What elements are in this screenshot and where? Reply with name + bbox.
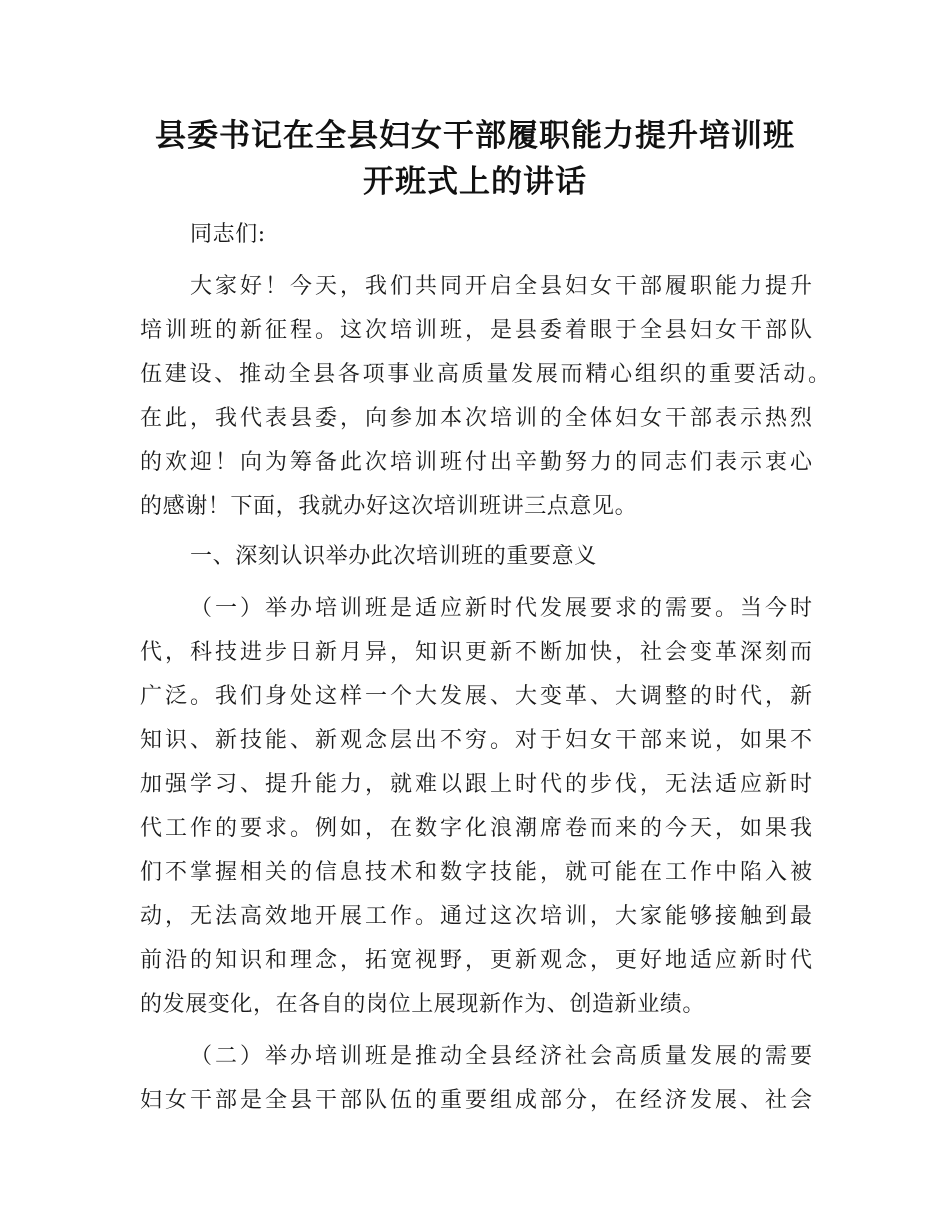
paragraph-line: 的欢迎！向为筹备此次培训班付出辛勤努力的同志们表示衷心 xyxy=(140,450,812,475)
speech-title-line-1: 县委书记在全县妇女干部履职能力提升培训班 xyxy=(155,118,795,154)
salutation: 同志们: xyxy=(190,222,266,247)
paragraph-line: 知识、新技能、新观念层出不穷。对于妇女干部来说，如果不 xyxy=(140,728,812,753)
paragraph-line: 的发展变化，在各自的岗位上展现新作为、创造新业绩。 xyxy=(140,992,706,1017)
paragraph-line: 大家好！今天，我们共同开启全县妇女干部履职能力提升 xyxy=(190,274,812,299)
paragraph-line: 在此，我代表县委，向参加本次培训的全体妇女干部表示热烈 xyxy=(140,406,812,431)
speech-title-line-2: 开班式上的讲话 xyxy=(363,164,587,200)
paragraph-line: 培训班的新征程。这次培训班，是县委着眼于全县妇女干部队 xyxy=(140,318,812,343)
paragraph-line: 加强学习、提升能力，就难以跟上时代的步伐，无法适应新时 xyxy=(140,772,812,797)
paragraph-line: 们不掌握相关的信息技术和数字技能，就可能在工作中陷入被 xyxy=(140,860,812,885)
section-heading: 一、深刻认识举办此次培训班的重要意义 xyxy=(190,544,597,569)
paragraph-line: 代，科技进步日新月异，知识更新不断加快，社会变革深刻而 xyxy=(140,640,812,665)
paragraph-line: 动，无法高效地开展工作。通过这次培训，大家能够接触到最 xyxy=(140,904,812,929)
paragraph-line: 广泛。我们身处这样一个大发展、大变革、大调整的时代，新 xyxy=(140,684,812,709)
paragraph-line: 的感谢！下面，我就办好这次培训班讲三点意见。 xyxy=(140,494,638,519)
paragraph-line: （一）举办培训班是适应新时代发展要求的需要。当今时 xyxy=(190,596,812,621)
paragraph-line: 伍建设、推动全县各项事业高质量发展而精心组织的重要活动。 xyxy=(140,362,830,387)
paragraph-line: 前沿的知识和理念，拓宽视野，更新观念，更好地适应新时代 xyxy=(140,948,812,973)
paragraph-line: 代工作的要求。例如，在数字化浪潮席卷而来的今天，如果我 xyxy=(140,816,812,841)
paragraph-line: （二）举办培训班是推动全县经济社会高质量发展的需要 xyxy=(190,1044,812,1069)
paragraph-line: 妇女干部是全县干部队伍的重要组成部分，在经济发展、社会 xyxy=(140,1088,812,1113)
